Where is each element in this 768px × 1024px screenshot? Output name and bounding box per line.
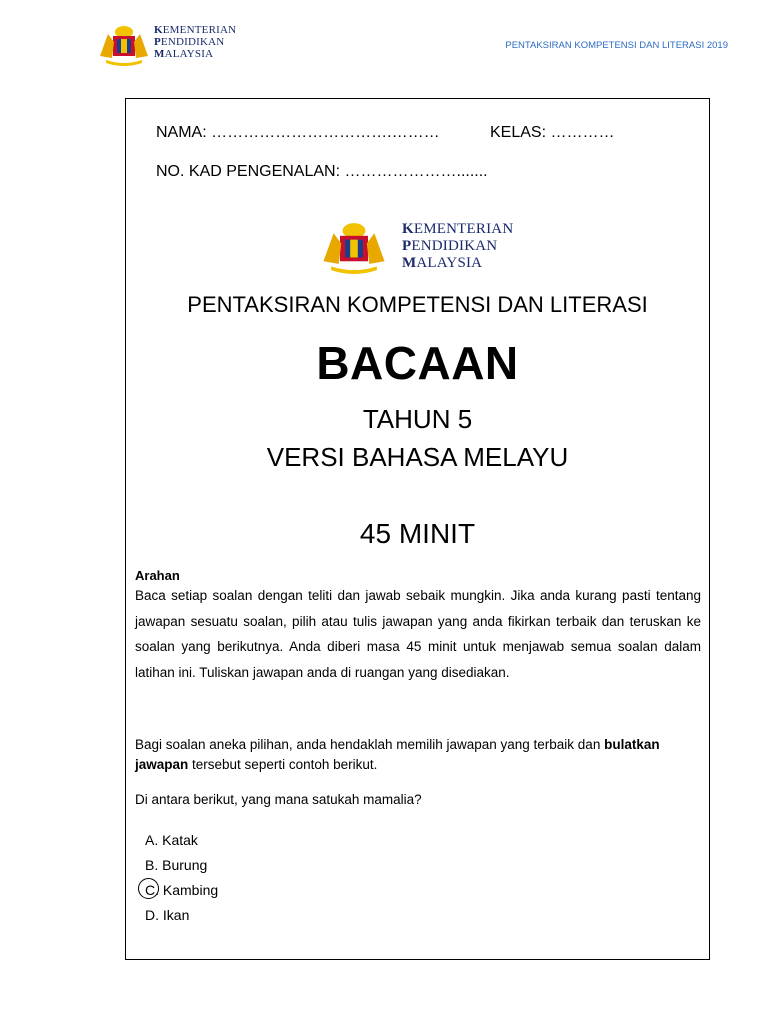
nama-field[interactable]: NAMA: …………………………….……… (156, 124, 440, 141)
example-question: Di antara berikut, yang mana satukah mamalia? (135, 792, 422, 807)
duration-label: 45 MINIT (359, 518, 476, 549)
year-label: TAHUN 5 (362, 404, 473, 434)
logo-line: PENDIDIKAN (154, 36, 225, 48)
logo-line: KEMENTERIAN (402, 221, 514, 237)
mcq-instruction (135, 735, 701, 775)
ministry-logo-header (96, 22, 246, 66)
exam-subtitle: PENTAKSIRAN KOMPETENSI DAN LITERASI (187, 292, 648, 317)
coat-of-arms-icon (318, 218, 390, 274)
logo-line: MALAYSIA (154, 48, 214, 60)
ministry-logo-text (402, 221, 513, 272)
option-b[interactable]: B. Burung (145, 857, 208, 873)
ministry-logo-center (318, 218, 528, 276)
logo-line: PENDIDIKAN (402, 238, 498, 254)
instructions-paragraph: Baca setiap soalan dengan teliti dan jawab sebaik mungkin. Jika anda kurang pasti tentang jawapan sesuatu soalan, pilih atau tulis jawapan yang anda fikirkan terbaik dan teruskan ke soalan yang berikutnya. Anda diberi masa 45 minit untuk menjawab semua soalan dalam latihan ini. Tuliskan jawapan anda di ruangan yang disediakan. (135, 588, 701, 680)
version-label: VERSI BAHASA MELAYU (266, 442, 569, 472)
kelas-field[interactable]: KELAS: ………… (490, 124, 615, 141)
kad-pengenalan-field[interactable]: NO. KAD PENGENALAN: …………………....... (156, 163, 488, 180)
mcq-instruction-emphasis: bulatkan jawapan (135, 737, 660, 772)
option-c[interactable]: C. Kambing (145, 882, 219, 898)
option-a[interactable]: A. Katak (145, 832, 198, 848)
logo-line: MALAYSIA (402, 255, 483, 271)
answer-circle (138, 878, 159, 899)
instructions-heading: Arahan (135, 568, 180, 583)
logo-line: KEMENTERIAN (154, 24, 237, 36)
coat-of-arms-icon (96, 22, 152, 66)
option-d[interactable]: D. Ikan (145, 907, 190, 923)
mcq-instruction-text: Bagi soalan aneka pilihan, anda hendaklah memilih jawapan yang terbaik dan (135, 737, 605, 752)
header-title: PENTAKSIRAN KOMPETENSI DAN LITERASI 2019 (505, 40, 728, 51)
exam-title: BACAAN (316, 337, 519, 389)
ministry-logo-text (154, 24, 236, 60)
mcq-instruction-text: tersebut seperti contoh berikut. (188, 757, 378, 772)
